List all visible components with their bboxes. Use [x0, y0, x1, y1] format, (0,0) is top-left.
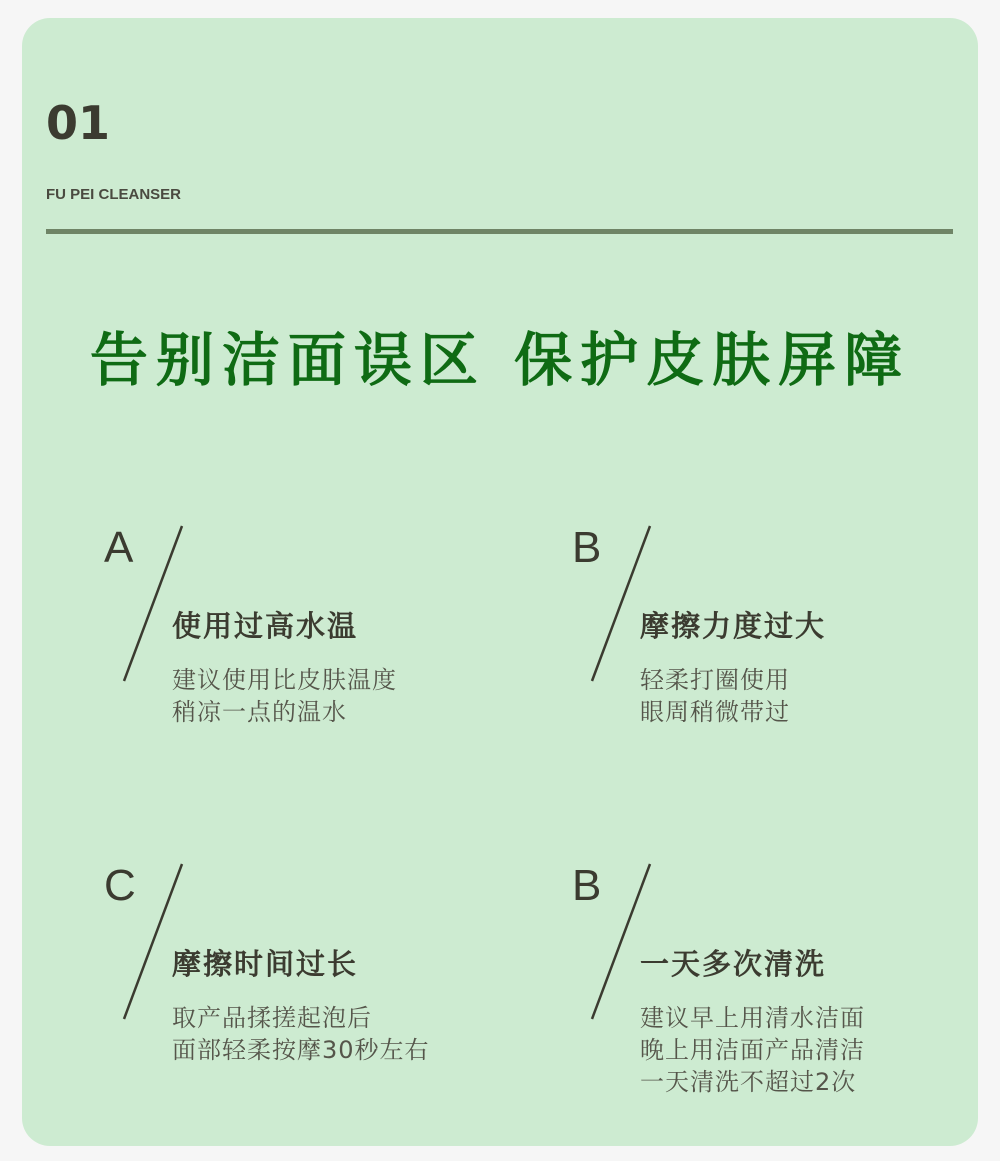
tip-description-line: 一天清洗不超过2次 [640, 1068, 857, 1096]
tip-letter: B [572, 523, 602, 572]
tip-title: 使用过高水温 [172, 609, 359, 643]
tip-title: 一天多次清洗 [640, 947, 827, 981]
tip-description-line: 建议早上用清水洁面 [640, 1004, 865, 1032]
tip-description-line: 眼周稍微带过 [640, 698, 790, 726]
tip-description-line: 取产品揉搓起泡后 [172, 1004, 372, 1032]
tip-title: 摩擦时间过长 [172, 947, 359, 981]
tip-description-line: 轻柔打圈使用 [640, 666, 790, 694]
tip-title: 摩擦力度过大 [640, 609, 827, 643]
tip-description-line: 稍凉一点的温水 [172, 698, 347, 726]
tip-letter: B [572, 861, 602, 910]
tip-letter: A [104, 523, 134, 572]
tip-description [172, 664, 397, 728]
tip-description-line: 面部轻柔按摩30秒左右 [172, 1036, 430, 1064]
tip-description [640, 1002, 865, 1098]
tip-description [640, 664, 790, 728]
divider [46, 229, 953, 234]
tip-description-line: 建议使用比皮肤温度 [172, 666, 397, 694]
tip-description-line: 晚上用洁面产品清洁 [640, 1036, 865, 1064]
tip-letter: C [104, 861, 136, 910]
section-subtitle: FU PEI CLEANSER [46, 186, 182, 203]
tip-description [172, 1002, 430, 1066]
headline: 告别洁面误区 保护皮肤屏障 [89, 326, 911, 394]
section-number: 01 [46, 96, 111, 150]
